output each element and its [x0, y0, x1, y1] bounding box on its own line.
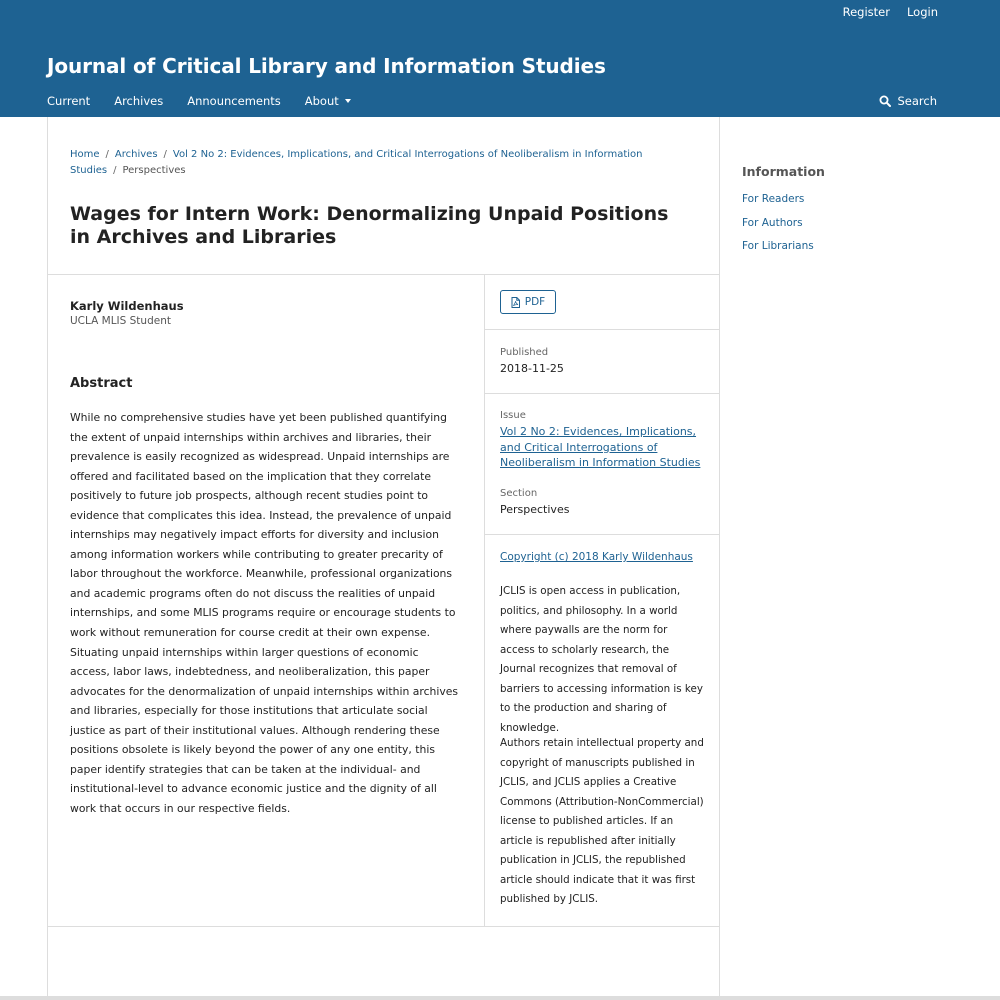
file-pdf-icon [511, 297, 520, 308]
sidebar-link-readers[interactable]: For Readers [742, 193, 805, 205]
nav-announcements[interactable]: Announcements [187, 94, 281, 108]
issue-label: Issue [500, 410, 526, 421]
site-title[interactable]: Journal of Critical Library and Information Studies [47, 54, 606, 78]
published-label: Published [500, 347, 549, 358]
login-link[interactable]: Login [906, 5, 938, 19]
divider [485, 393, 719, 394]
search-icon [879, 95, 891, 107]
divider [48, 274, 719, 275]
search-label: Search [897, 94, 937, 108]
nav-about[interactable] [305, 94, 351, 108]
divider [485, 534, 719, 535]
breadcrumb-home[interactable]: Home [70, 149, 100, 160]
nav-about-label: About [304, 94, 339, 108]
footer-bar [0, 996, 1000, 1000]
breadcrumb-archives[interactable]: Archives [114, 149, 158, 160]
nav-archives[interactable]: Archives [114, 94, 164, 108]
section-label: Section [500, 488, 538, 499]
abstract-heading: Abstract [70, 376, 133, 391]
author-name: Karly Wildenhaus [70, 299, 184, 313]
main-content [47, 117, 720, 1000]
license-paragraph-1: JCLIS is open access in publication, politics, and philosophy. In a world where paywalls are the norm for access to scholarly research, the Journal recognizes that removal of barriers to accessing information is key to the production and sharing of knowledge. [500, 585, 703, 734]
article-title: Wages for Intern Work: Denormalizing Unpaid Positions in Archives and Libraries [70, 203, 669, 248]
divider [48, 926, 719, 927]
divider [485, 329, 719, 330]
breadcrumb-separator: / [163, 149, 167, 160]
primary-nav [47, 94, 375, 108]
breadcrumb-current: Perspectives [122, 165, 186, 176]
pdf-label: PDF [524, 296, 546, 308]
site-header [0, 0, 1000, 117]
license-paragraph-2: Authors retain intellectual property and copyright of manuscripts published in JCLIS, and JCLIS applies a Creative Commons (Attribution-NonCommercial) license to published articles. If an article is republished after initially publication in JCLIS, the republished article should indicate that it was first published by JCLIS. [500, 737, 704, 905]
breadcrumb [70, 147, 690, 179]
breadcrumb-separator: / [113, 165, 117, 176]
abstract-text: While no comprehensive studies have yet been published quantifying the extent of unpaid internships within archives and libraries, their prevalence is easily recognized as widespread. Unpaid internships are offered and facilitated based on the implication that they correlate positively to future job prospects, although recent studies point to evidence that complicates this idea. Instead, the prevalence of unpaid internships may negatively impact efforts for diversity and inclusion among information workers while contributing to greater precarity of labor throughout the workforce. Meanwhile, professional organizations and academic programs often do not discuss the realities of unpaid internships, and some MLIS programs require or encourage students to work without remuneration for course credit at their own expense. Situating unpaid internships within larger questions of economic access, labor laws, indebtedness, and neoliberalization, this paper advocates for the denormalization of unpaid internships within archives and libraries, especially for those institutions that articulate social justice as part of their institutional values. Although rendering these positions obsolete is likely beyond the power of any one entity, this paper identify strategies that can be taken at the individual- and institutional-level to advance economic justice and the dignity of all work that occurs in our respective fields. [70, 411, 459, 815]
register-link[interactable]: Register [842, 5, 890, 19]
breadcrumb-separator: / [105, 149, 109, 160]
column-divider [484, 274, 485, 926]
author-affiliation: UCLA MLIS Student [70, 315, 171, 327]
issue-link[interactable]: Vol 2 No 2: Evidences, Implications, and Critical Interrogations of Neoliberalism in Information Studies [500, 425, 701, 470]
pdf-button[interactable] [500, 290, 556, 314]
section-value: Perspectives [500, 503, 570, 516]
published-date: 2018-11-25 [500, 362, 564, 375]
nav-current[interactable]: Current [47, 94, 91, 108]
user-nav [826, 5, 938, 19]
sidebar-link-librarians[interactable]: For Librarians [742, 240, 814, 252]
chevron-down-icon [345, 99, 351, 103]
sidebar-link-authors[interactable]: For Authors [742, 217, 803, 229]
search-button[interactable] [879, 94, 937, 108]
copyright-link[interactable]: Copyright (c) 2018 Karly Wildenhaus [500, 551, 693, 563]
sidebar-title: Information [742, 164, 825, 179]
breadcrumb-issue[interactable]: Vol 2 No 2: Evidences, Implications, and Critical Interrogations of Neoliberalism in Information Studies [70, 149, 643, 176]
